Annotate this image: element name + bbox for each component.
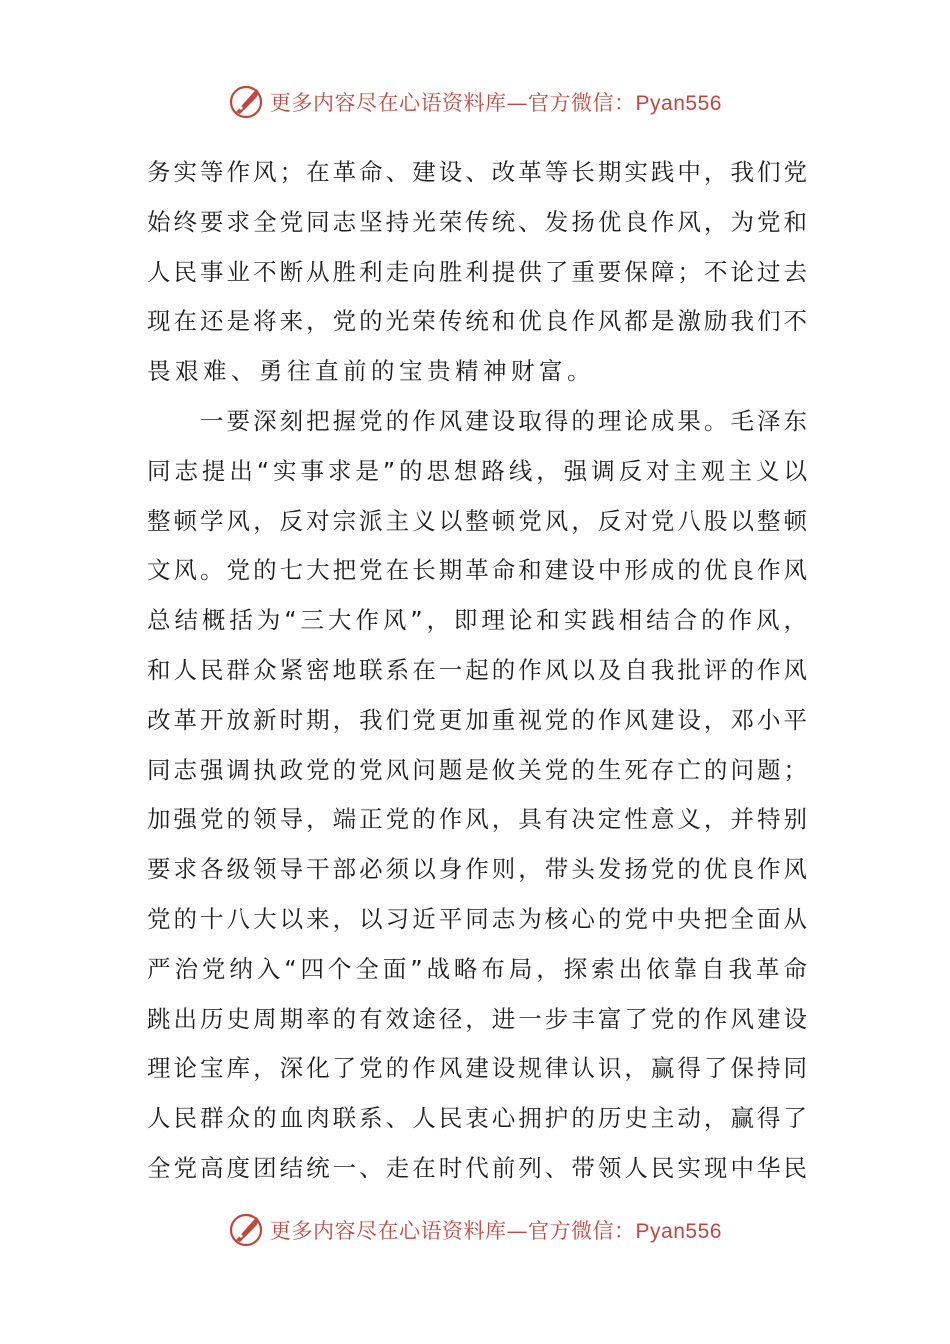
text-line: 全党高度团结统一、走在时代前列、带领人民实现中华民 — [147, 1153, 807, 1182]
document-body — [147, 148, 807, 1194]
text-line: 整顿学风，反对宗派主义以整顿党风，反对党八股以整顿 — [147, 506, 807, 535]
wechat-id: Pyan556 — [635, 92, 722, 115]
text-line: 严治党纳入“四个全面”战略布局，探索出依靠自我革命 — [147, 954, 807, 983]
text-line: 跳出历史周期率的有效途径，进一步丰富了党的作风建设 — [147, 1004, 807, 1033]
text-line: 务实等作风；在革命、建设、改革等长期实践中，我们党 — [147, 158, 807, 186]
text-line: 畏艰难、勇往直前的宝贵精神财富。 — [147, 357, 595, 386]
text-line: 人民群众的血肉联系、人民衷心拥护的历史主动，赢得了 — [147, 1104, 807, 1133]
text-line: 始终要求全党同志坚持光荣传统、发扬优良作风，为党和 — [147, 207, 807, 236]
text-line: 理论宝库，深化了党的作风建设规律认识，赢得了保持同 — [147, 1054, 807, 1083]
text-line: 和人民群众紧密地联系在一起的作风以及自我批评的作风 — [147, 655, 807, 684]
text-line: 要求各级领导干部必须以身作则，带头发扬党的优良作风 — [147, 855, 807, 884]
text-line: 党的十八大以来，以习近平同志为核心的党中央把全面从 — [147, 904, 807, 933]
header-watermark — [0, 82, 950, 122]
text-line: 现在还是将来，党的光荣传统和优良作风都是激励我们不 — [147, 307, 807, 336]
header-watermark-text: 更多内容尽在心语资料库—官方微信：Pyan556 — [270, 91, 722, 115]
text-line: 同志提出“实事求是”的思想路线，强调反对主观主义以 — [147, 456, 807, 485]
text-line: 同志强调执政党的党风问题是攸关党的生死存亡的问题； — [147, 755, 807, 784]
text-line: 人民事业不断从胜利走向胜利提供了重要保障；不论过去 — [147, 257, 807, 286]
pen-nib-logo-icon — [228, 1212, 264, 1248]
text-line: 一要深刻把握党的作风建设取得的理论成果。毛泽东 — [147, 406, 807, 435]
text-line: 文风。党的七大把党在长期革命和建设中形成的优良作风 — [147, 556, 807, 585]
text-line: 总结概括为“三大作风”，即理论和实践相结合的作风， — [147, 606, 807, 635]
wechat-id: Pyan556 — [635, 1220, 722, 1243]
text-line: 改革开放新时期，我们党更加重视党的作风建设，邓小平 — [147, 705, 807, 734]
text-line: 加强党的领导，端正党的作风，具有决定性意义，并特别 — [147, 805, 807, 834]
footer-watermark — [0, 1210, 950, 1250]
pen-nib-logo-icon — [228, 84, 264, 120]
footer-watermark-text: 更多内容尽在心语资料库—官方微信：Pyan556 — [270, 1219, 722, 1243]
